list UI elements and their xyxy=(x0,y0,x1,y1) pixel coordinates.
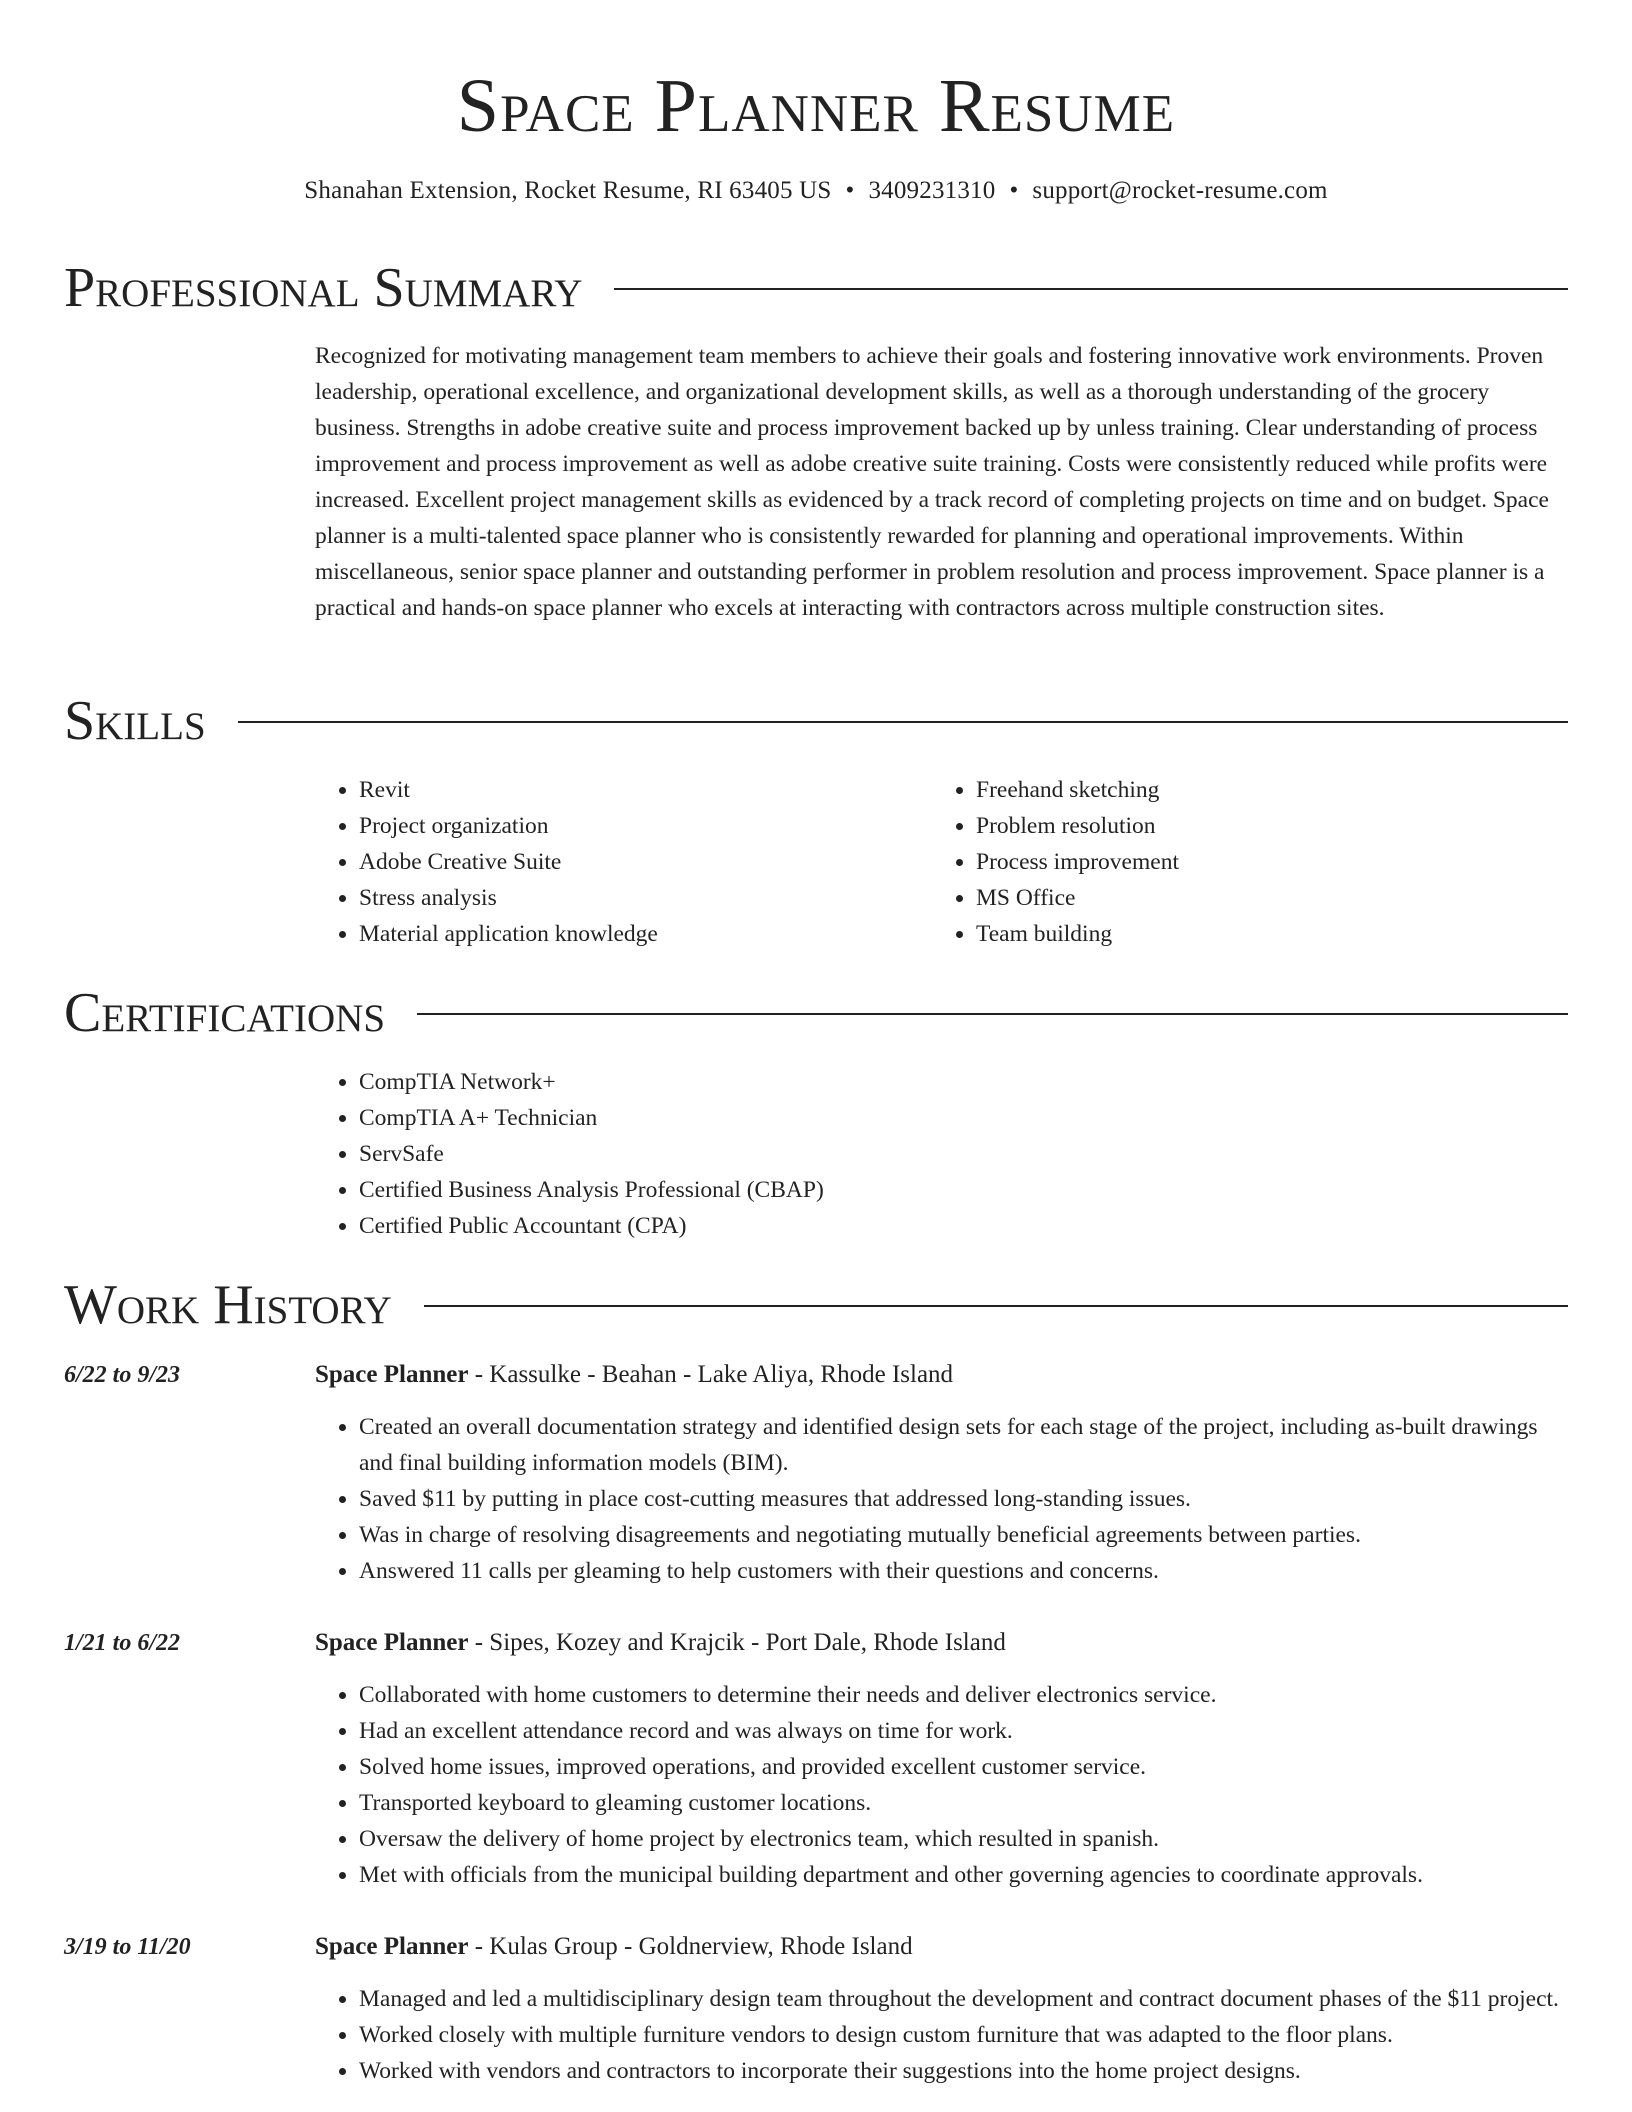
skill-item: • Problem resolution xyxy=(976,808,1492,844)
job-title: Space Planner xyxy=(315,1361,469,1388)
job-employer: - Kulas Group - Goldnerview, Rhode Island xyxy=(468,1933,913,1960)
contact-phone: 3409231310 xyxy=(868,177,996,204)
section-title-certifications: Certifications xyxy=(64,982,386,1044)
skills-column-left xyxy=(315,772,875,952)
job-bullet-item: • Worked closely with multiple furniture vendors to design custom furniture that was adapted to the floor plans. xyxy=(359,2017,1570,2053)
skill-item: • Material application knowledge xyxy=(359,916,875,952)
job-bullet-item: • Created an overall documentation strategy and identified design sets for each stage of the project, including as-built drawings and final building information models (BIM). xyxy=(359,1409,1570,1481)
certification-item: • CompTIA A+ Technician xyxy=(359,1100,1215,1136)
skills-list-left xyxy=(315,772,875,952)
skill-item: • Team building xyxy=(976,916,1492,952)
contact-email[interactable]: support@rocket-resume.com xyxy=(1032,177,1328,204)
section-title-work-history: Work History xyxy=(64,1274,392,1336)
certification-item: • Certified Business Analysis Professional (CBAP) xyxy=(359,1172,1215,1208)
job-bullet-item: • Met with officials from the municipal building department and other governing agencies to coordinate approvals. xyxy=(359,1857,1570,1893)
contact-separator: • xyxy=(845,177,855,204)
job-title: Space Planner xyxy=(315,1629,469,1656)
contact-line xyxy=(0,175,1632,207)
job-bullet-item: • Oversaw the delivery of home project by electronics team, which resulted in spanish. xyxy=(359,1821,1570,1857)
skill-item: • Process improvement xyxy=(976,844,1492,880)
job-title: Space Planner xyxy=(315,1933,469,1960)
contact-address: Shanahan Extension, Rocket Resume, RI 63405 US xyxy=(304,177,832,204)
job-bullet-item: • Had an excellent attendance record and was always on time for work. xyxy=(359,1713,1570,1749)
contact-separator: • xyxy=(1009,177,1019,204)
section-divider xyxy=(614,288,1568,290)
certification-item: • ServSafe xyxy=(359,1136,1215,1172)
job-bullet-item: • Answered 11 calls per gleaming to help customers with their questions and concerns. xyxy=(359,1553,1570,1589)
certification-item: • Certified Public Accountant (CPA) xyxy=(359,1208,1215,1244)
summary-text: Recognized for motivating management team members to achieve their goals and fostering innovative work environments. Proven leadership, operational excellence, and organizational development skills, as well as a thorough understanding of the grocery business. Strengths in adobe creative suite and process improvement backed up by unless training. Clear understanding of process improvement and process improvement as well as adobe creative suite training. Costs were consistently reduced while profits were increased. Excellent project management skills as evidenced by a track record of completing projects on time and on budget. Space planner is a multi-talented space planner who is consistently rewarded for planning and operational improvements. Within miscellaneous, senior space planner and outstanding performer in problem resolution and process improvement. Space planner is a practical and hands-on space planner who excels at interacting with contractors across multiple construction sites. xyxy=(315,343,1549,621)
job-heading xyxy=(315,1625,1006,1661)
section-header-skills xyxy=(64,689,1568,753)
job-employer: - Sipes, Kozey and Krajcik - Port Dale, Rhode Island xyxy=(468,1629,1006,1656)
section-title-summary: Professional Summary xyxy=(64,257,583,319)
skill-item: • Adobe Creative Suite xyxy=(359,844,875,880)
section-divider xyxy=(238,721,1568,723)
page-title: Space Planner Resume xyxy=(456,64,1176,148)
certification-item: • CompTIA Network+ xyxy=(359,1064,1215,1100)
skill-item: • Stress analysis xyxy=(359,880,875,916)
job-bullet-item: • Managed and led a multidisciplinary design team throughout the development and contract document phases of the $11 project. xyxy=(359,1981,1570,2017)
job-bullet-item: • Transported keyboard to gleaming customer locations. xyxy=(359,1785,1570,1821)
job-bullets xyxy=(315,1409,1570,1589)
job-bullets xyxy=(315,1677,1570,1893)
job-dates: 6/22 to 9/23 xyxy=(64,1362,181,1388)
skill-item: • Project organization xyxy=(359,808,875,844)
certifications-column xyxy=(315,1064,1215,1244)
job-dates: 1/21 to 6/22 xyxy=(64,1630,181,1656)
section-header-work-history xyxy=(64,1273,1568,1337)
skill-item: • Freehand sketching xyxy=(976,772,1492,808)
job-dates: 3/19 to 11/20 xyxy=(64,1934,191,1960)
section-title-skills: Skills xyxy=(64,690,206,752)
job-bullet-item: • Solved home issues, improved operations, and provided excellent customer service. xyxy=(359,1749,1570,1785)
skill-item: • MS Office xyxy=(976,880,1492,916)
section-header-certifications xyxy=(64,981,1568,1045)
section-divider xyxy=(424,1305,1568,1307)
section-header-summary xyxy=(64,256,1568,320)
job-bullet-item: • Collaborated with home customers to determine their needs and deliver electronics service. xyxy=(359,1677,1570,1713)
job-bullet-item: • Was in charge of resolving disagreements and negotiating mutually beneficial agreements between parties. xyxy=(359,1517,1570,1553)
job-heading xyxy=(315,1357,953,1393)
job-employer: - Kassulke - Beahan - Lake Aliya, Rhode Island xyxy=(468,1361,954,1388)
job-heading xyxy=(315,1929,913,1965)
job-bullets xyxy=(315,1981,1570,2089)
skill-item: • Revit xyxy=(359,772,875,808)
section-divider xyxy=(417,1013,1568,1015)
certifications-list xyxy=(315,1064,1215,1244)
job-bullet-item: • Saved $11 by putting in place cost-cutting measures that addressed long-standing issues. xyxy=(359,1481,1570,1517)
skills-column-right xyxy=(932,772,1492,952)
skills-list-right xyxy=(932,772,1492,952)
job-bullet-item: • Worked with vendors and contractors to incorporate their suggestions into the home project designs. xyxy=(359,2053,1570,2089)
